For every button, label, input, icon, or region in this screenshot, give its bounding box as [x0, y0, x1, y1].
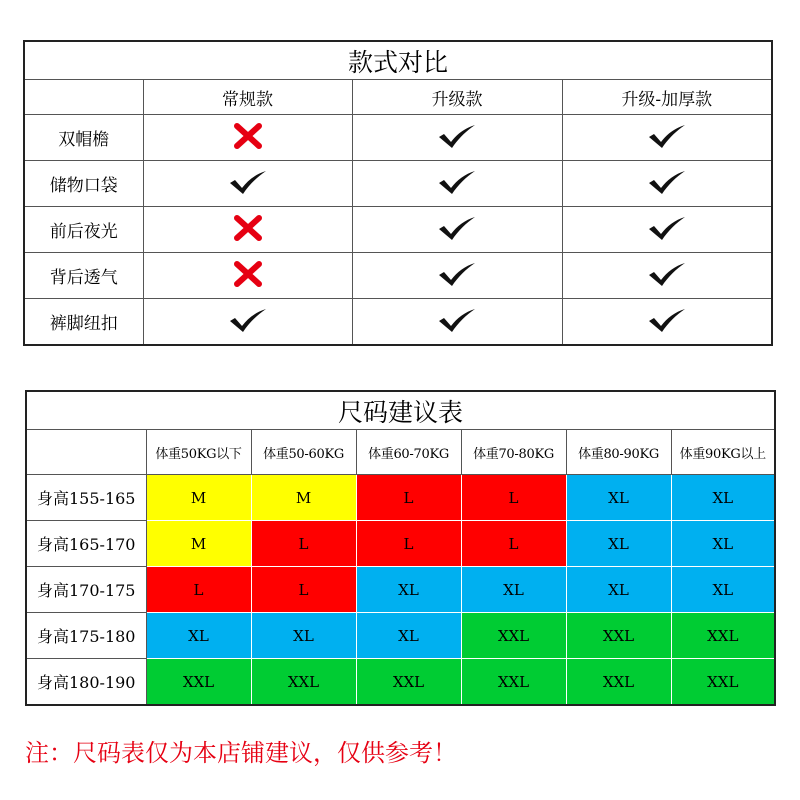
weight-header: 体重70-80KG: [461, 430, 566, 475]
check-icon: [437, 261, 477, 291]
size-cell: XXL: [671, 613, 775, 659]
comparison-cell: [143, 207, 352, 253]
size-cell: XXL: [566, 613, 671, 659]
size-row: [26, 659, 775, 706]
comparison-title: 款式对比: [24, 41, 772, 80]
column-header-regular: 常规款: [143, 80, 352, 115]
size-cell: XXL: [461, 613, 566, 659]
size-chart-corner: [26, 430, 146, 475]
check-icon: [437, 215, 477, 245]
size-cell: M: [146, 521, 251, 567]
size-cell: L: [356, 521, 461, 567]
feature-label: 背后透气: [24, 253, 143, 299]
cross-icon: [233, 214, 263, 246]
weight-header: 体重90KG以上: [671, 430, 775, 475]
size-cell: M: [251, 475, 356, 521]
size-cell: XXL: [356, 659, 461, 706]
comparison-cell: [143, 161, 352, 207]
comparison-cell: [352, 253, 562, 299]
disclaimer-note: 注：尺码表仅为本店铺建议，仅供参考！: [25, 739, 457, 767]
check-icon: [647, 215, 687, 245]
height-label: 身高180-190: [26, 659, 146, 706]
check-icon: [228, 307, 268, 337]
check-icon: [647, 169, 687, 199]
column-header-upgraded: 升级款: [352, 80, 562, 115]
size-cell: XL: [251, 613, 356, 659]
cross-icon: [233, 122, 263, 154]
size-cell: L: [356, 475, 461, 521]
size-cell: XXL: [566, 659, 671, 706]
size-cell: XL: [566, 475, 671, 521]
column-header-upgraded-thick: 升级-加厚款: [562, 80, 772, 115]
size-row: [26, 521, 775, 567]
feature-label: 前后夜光: [24, 207, 143, 253]
check-icon: [228, 169, 268, 199]
size-cell: L: [461, 475, 566, 521]
size-cell: XXL: [146, 659, 251, 706]
size-cell: M: [146, 475, 251, 521]
comparison-cell: [562, 115, 772, 161]
comparison-cell: [562, 253, 772, 299]
size-cell: XL: [566, 567, 671, 613]
comparison-row: [24, 115, 772, 161]
size-cell: XL: [461, 567, 566, 613]
weight-header: 体重50-60KG: [251, 430, 356, 475]
comparison-cell: [352, 299, 562, 346]
size-cell: XXL: [461, 659, 566, 706]
size-row: [26, 613, 775, 659]
comparison-row: [24, 299, 772, 346]
size-cell: XXL: [671, 659, 775, 706]
comparison-cell: [562, 207, 772, 253]
size-cell: XL: [356, 613, 461, 659]
size-cell: XL: [146, 613, 251, 659]
comparison-cell: [143, 299, 352, 346]
comparison-row: [24, 161, 772, 207]
size-chart-title: 尺码建议表: [26, 391, 775, 430]
size-cell: L: [251, 521, 356, 567]
weight-header: 体重80-90KG: [566, 430, 671, 475]
check-icon: [437, 123, 477, 153]
comparison-cell: [352, 161, 562, 207]
comparison-row: [24, 253, 772, 299]
weight-header: 体重60-70KG: [356, 430, 461, 475]
height-label: 身高175-180: [26, 613, 146, 659]
size-cell: L: [251, 567, 356, 613]
height-label: 身高170-175: [26, 567, 146, 613]
size-cell: L: [461, 521, 566, 567]
size-recommendation-table: [25, 390, 776, 706]
comparison-cell: [352, 115, 562, 161]
size-cell: XXL: [251, 659, 356, 706]
weight-header: 体重50KG以下: [146, 430, 251, 475]
size-cell: XL: [671, 475, 775, 521]
height-label: 身高155-165: [26, 475, 146, 521]
cross-icon: [233, 260, 263, 292]
size-cell: XL: [671, 521, 775, 567]
feature-label: 双帽檐: [24, 115, 143, 161]
size-row: [26, 475, 775, 521]
comparison-cell: [352, 207, 562, 253]
comparison-corner: [24, 80, 143, 115]
check-icon: [647, 123, 687, 153]
feature-label: 裤脚纽扣: [24, 299, 143, 346]
size-row: [26, 567, 775, 613]
height-label: 身高165-170: [26, 521, 146, 567]
size-cell: XL: [356, 567, 461, 613]
check-icon: [647, 261, 687, 291]
comparison-cell: [143, 115, 352, 161]
check-icon: [647, 307, 687, 337]
size-cell: XL: [671, 567, 775, 613]
style-comparison-table: [23, 40, 773, 346]
comparison-cell: [562, 161, 772, 207]
comparison-row: [24, 207, 772, 253]
check-icon: [437, 307, 477, 337]
size-cell: XL: [566, 521, 671, 567]
feature-label: 储物口袋: [24, 161, 143, 207]
comparison-cell: [562, 299, 772, 346]
comparison-cell: [143, 253, 352, 299]
size-cell: L: [146, 567, 251, 613]
check-icon: [437, 169, 477, 199]
